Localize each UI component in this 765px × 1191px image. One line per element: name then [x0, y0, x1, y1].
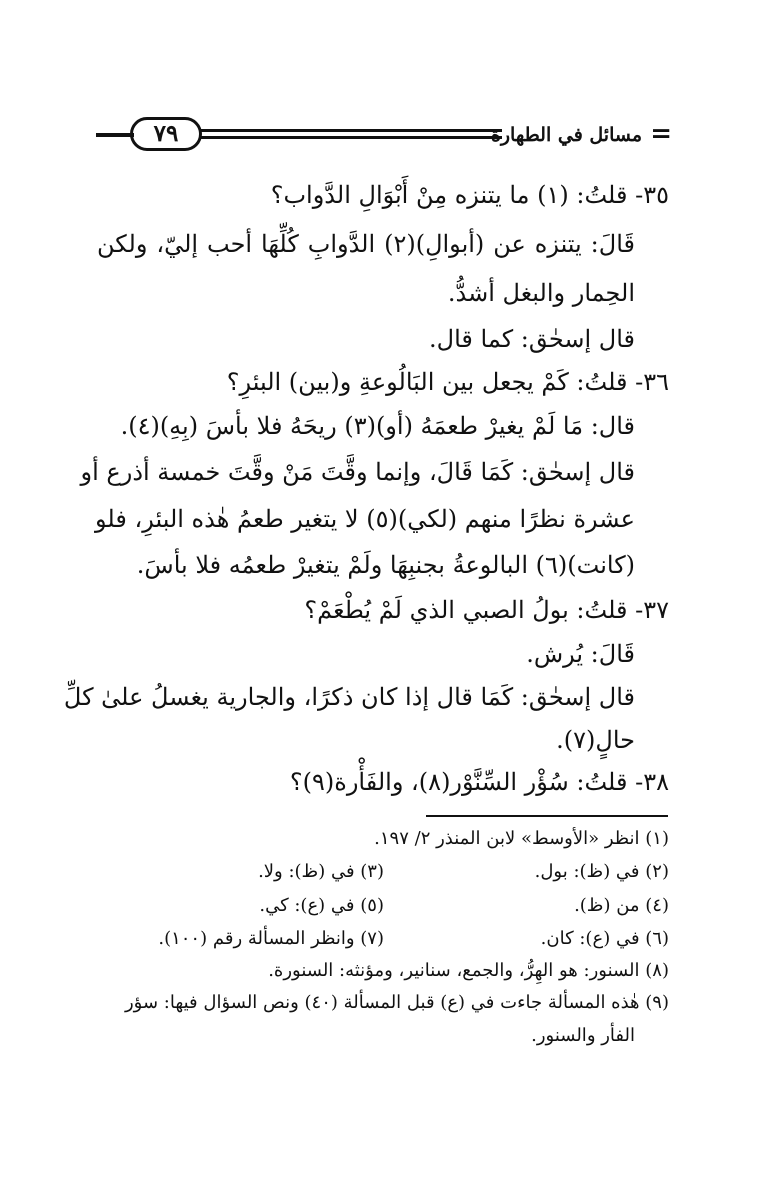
- page-number: ٧٩: [130, 117, 202, 151]
- running-title: مسائل في الطهارة: [490, 124, 642, 146]
- footnote-7: (٧) وانظر المسألة رقم (١٠٠).: [158, 928, 384, 949]
- answer-37: قَالَ: يُرش.: [526, 640, 635, 668]
- page-header: [96, 117, 672, 157]
- footnote-6: (٦) في (ع): كان.: [540, 928, 669, 949]
- question-37: ٣٧- قلتُ: بولُ الصبي الذي لَمْ يُطْعَمْ؟: [304, 596, 669, 624]
- question-38: ٣٨- قلتُ: سُؤْر السِّنَّوْر(٨)، والفَأْرة(٩)؟: [289, 768, 669, 796]
- footnote-3: (٣) في (ظ): ولا.: [258, 861, 384, 882]
- footnote-5: (٥) في (ع): كي.: [259, 895, 384, 916]
- footnote-4: (٤) من (ظ).: [574, 895, 669, 916]
- ishaq-37-line-2: حالٍ(٧).: [556, 726, 635, 754]
- header-dash: =: [650, 119, 672, 149]
- ishaq-37-line-1: قال إسحٰق: كَمَا قال إذا كان ذكرًا، والجارية يغسلُ علىٰ كلِّ: [63, 683, 635, 711]
- footnote-9-line-1: (٩) هٰذه المسألة جاءت في (ع) قبل المسألة (٤٠) ونص السؤال فيها: سؤر: [124, 992, 669, 1013]
- ishaq-36-line-1: قال إسحٰق: كَمَا قَالَ، وإنما وقَّتَ مَنْ وقَّتَ خمسة أذرع أو: [80, 458, 635, 486]
- ishaq-36-line-3: (كانت)(٦) البالوعةُ بجنبِهَا ولَمْ يتغيرْ طعمُه فلا بأسَ.: [136, 551, 635, 579]
- answer-35-line-1: قَالَ: يتنزه عن (أبوالِ)(٢) الدَّوابِ كُلِّهَا أحب إليّ، ولكن: [97, 230, 635, 258]
- header-rule-left: [96, 133, 134, 137]
- footnote-2: (٢) في (ظ): بول.: [534, 861, 669, 882]
- ishaq-36-line-2: عشرة نظرًا منهم (لكي)(٥) لا يتغير طعمُ هٰذه البئرِ، فلو: [95, 505, 635, 533]
- footnote-1: (١) انظر «الأوسط» لابن المنذر ٢/ ١٩٧.: [374, 828, 669, 849]
- header-rule: [200, 129, 502, 139]
- footnote-8: (٨) السنور: هو الهِرُّ، والجمع، سنانير، ومؤنثه: السنورة.: [268, 960, 669, 981]
- answer-36: قال: مَا لَمْ يغيرْ طعمَهُ (أو)(٣) ريحَهُ فلا بأسَ (بِهِ)(٤).: [120, 412, 635, 440]
- answer-35-line-2: الحِمار والبغل أشدُّ.: [447, 279, 635, 307]
- footnote-9-line-2: الفأر والسنور.: [531, 1025, 635, 1046]
- question-35: ٣٥- قلتُ: (١) ما يتنزه مِنْ أَبْوَالِ الدَّواب؟: [270, 181, 669, 209]
- footnote-divider: [426, 815, 668, 817]
- question-36: ٣٦- قلتُ: كَمْ يجعل بين البَالُوعةِ و(بين) البئرِ؟: [226, 368, 669, 396]
- ishaq-35: قال إسحٰق: كما قال.: [429, 325, 635, 353]
